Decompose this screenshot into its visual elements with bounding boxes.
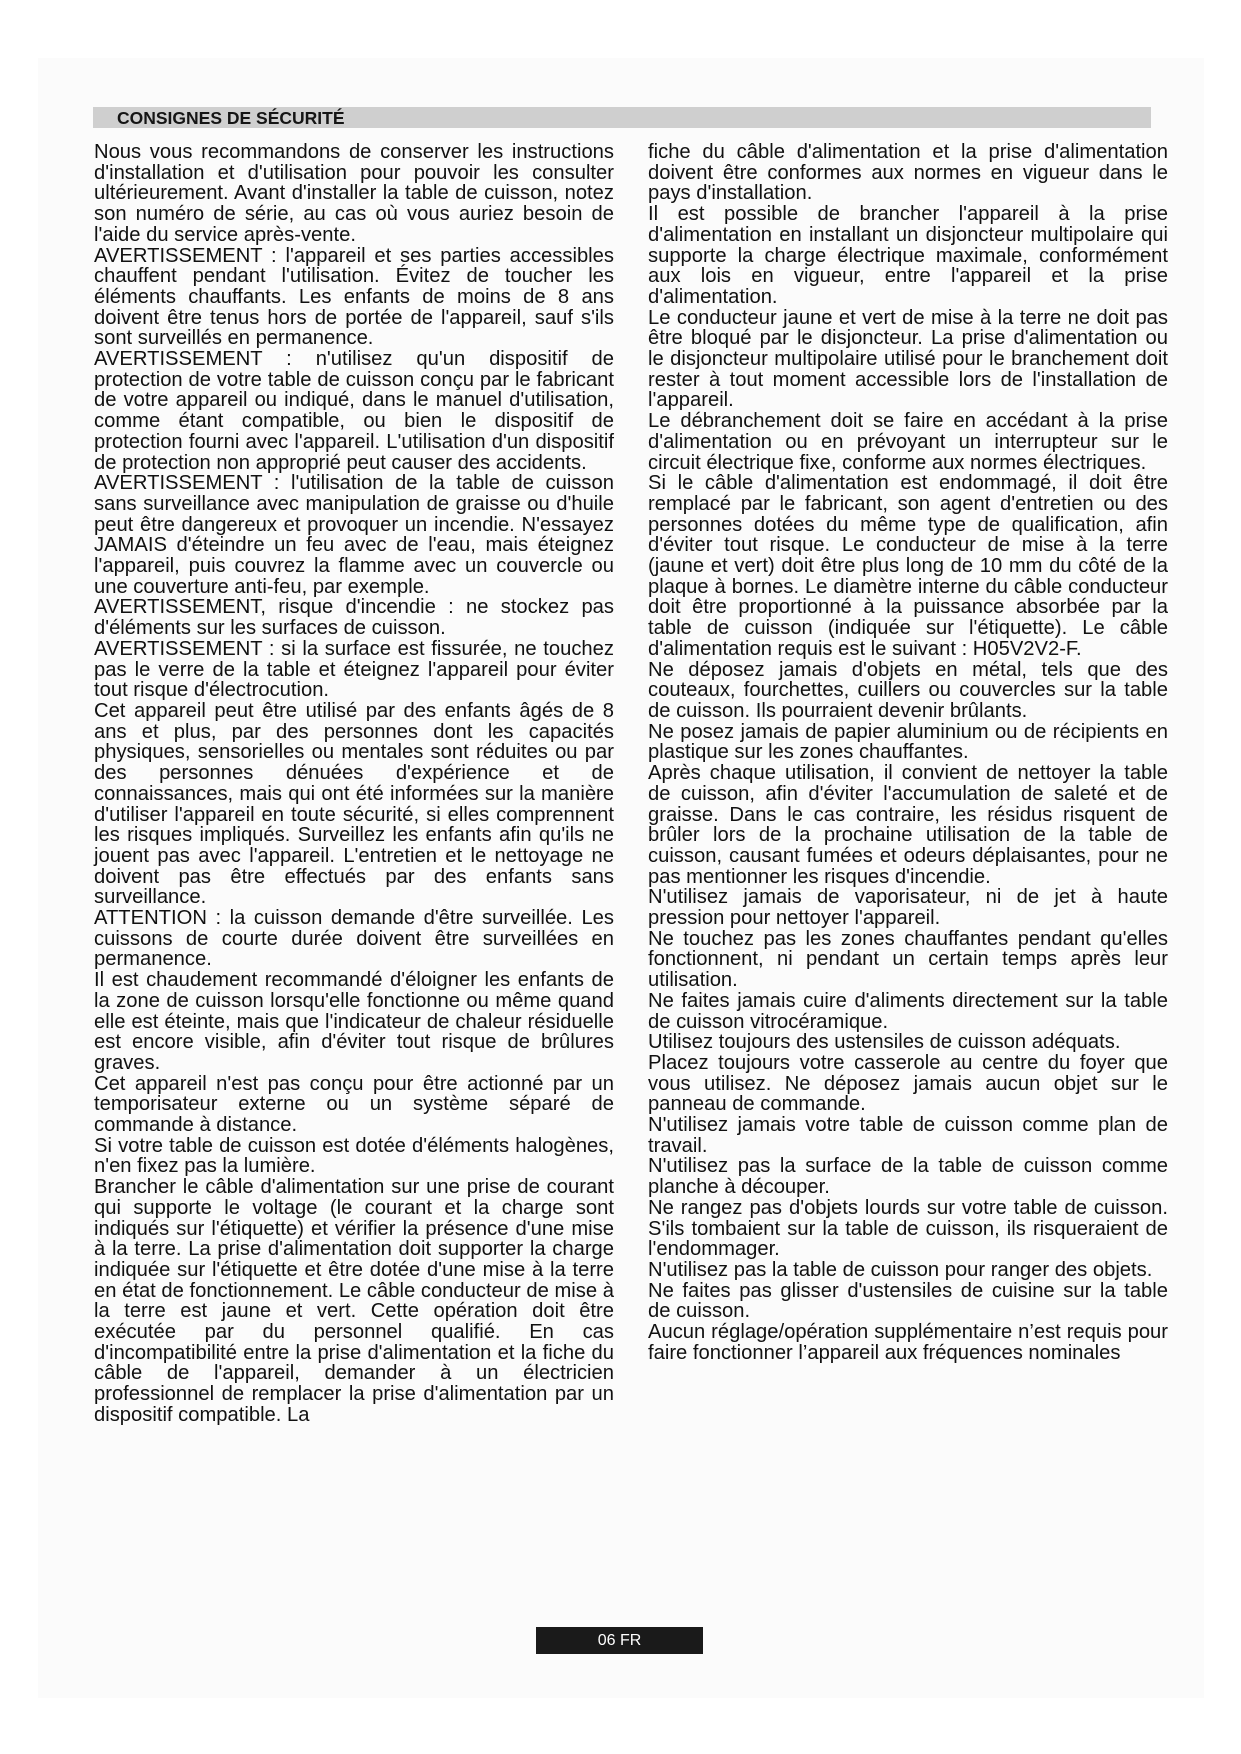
paragraph: Utilisez toujours des ustensiles de cuisson adéquats. bbox=[648, 1031, 1121, 1054]
paragraph: N'utilisez jamais votre table de cuisson comme plan de travail. bbox=[648, 1114, 1168, 1157]
paragraph: AVERTISSEMENT, risque d'incendie : ne stockez pas d'éléments sur les surfaces de cuisson. bbox=[94, 596, 614, 640]
paragraph: Le conducteur jaune et vert de mise à la terre ne doit pas être bloqué par le disjoncteur. La prise d'alimentation ou le disjoncteur multipolaire utilisé pour le branchement doit rester à tout moment accessible lors de l'installation de l'appareil. bbox=[648, 306, 1168, 412]
paragraph: N'utilisez jamais de vaporisateur, ni de jet à haute pression pour nettoyer l'appareil. bbox=[648, 886, 1168, 930]
paragraph: Cet appareil n'est pas conçu pour être actionné par un temporisateur externe ou un système séparé de commande à distance. bbox=[94, 1072, 614, 1137]
paragraph: Le débranchement doit se faire en accédant à la prise d'alimentation ou en prévoyant un interrupteur sur le circuit électrique fixe, conforme aux normes électriques. bbox=[648, 410, 1168, 474]
paragraph: Il est possible de brancher l'appareil à la prise d'alimentation en installant un disjoncteur multipolaire qui supporte la charge électrique maximale, conformément aux lois en vigueur, entre l'appareil et la prise d'alimentation. bbox=[648, 203, 1168, 308]
section-header-bar bbox=[93, 107, 1151, 128]
paragraph: Ne posez jamais de papier aluminium ou de récipients en plastique sur les zones chauffantes. bbox=[648, 720, 1168, 764]
paragraph: N'utilisez pas la table de cuisson pour ranger des objets. bbox=[648, 1258, 1153, 1281]
paragraph: AVERTISSEMENT : l'utilisation de la table de cuisson sans surveillance avec manipulation de graisse ou d'huile peut être dangereux et provoquer un incendie. N'essayez JAMAIS d'éteindre un feu avec de l'eau, mais éteignez l'appareil, puis couvrez la flamme avec un couvercle ou une couverture anti-feu, par exemple. bbox=[94, 472, 614, 598]
paragraph: Nous vous recommandons de conserver les instructions d'installation et d'utilisation pour pouvoir les consulter ultérieurement. Avant d'installer la table de cuisson, notez son numéro de série, au cas où vous auriez besoin de l'aide du service après-vente. bbox=[94, 141, 614, 246]
paragraph: AVERTISSEMENT : n'utilisez qu'un dispositif de protection de votre table de cuisson conçu par le fabricant de votre appareil ou indiqué, dans le manuel d'utilisation, comme étant compatible, ou bien le dispositif de protection fourni avec l'appareil. L'utilisation d'un dispositif de protection non approprié peut causer des accidents. bbox=[94, 348, 614, 474]
paragraph: Placez toujours votre casserole au centre du foyer que vous utilisez. Ne déposez jamais aucun objet sur le panneau de commande. bbox=[648, 1051, 1168, 1116]
paragraph: Après chaque utilisation, il convient de nettoyer la table de cuisson, afin d'éviter l'accumulation de saleté et de graisse. Dans le cas contraire, les résidus risquent de brûler lors de la prochaine utilisation de la table de cuisson, causant fumées et odeurs déplaisantes, pour ne pas mentionner les risques d'incendie. bbox=[648, 762, 1168, 888]
paragraph: Brancher le câble d'alimentation sur une prise de courant qui supporte le voltage (le courant et la charge sont indiqués sur l'étiquette) et vérifier la présence d'une mise à la terre. La prise d'alimentation doit supporter la charge indiquée sur l'étiquette et être dotée d'une mise à la terre en état de fonctionnement. Le câble conducteur de mise à la terre est jaune et vert. Cette opération doit être exécutée par du personnel qualifié. En cas d'incompatibilité entre la prise d'alimentation et la fiche du câble de l'appareil, demander à un électricien professionnel de remplacer la prise d'alimentation par un dispositif compatible. La bbox=[94, 1176, 614, 1426]
paragraph: Ne touchez pas les zones chauffantes pendant qu'elles fonctionnent, ni pendant un certain temps après leur utilisation. bbox=[648, 927, 1168, 992]
paragraph: Il est chaudement recommandé d'éloigner les enfants de la zone de cuisson lorsqu'elle fonctionne ou même quand elle est éteinte, mais que l'indicateur de chaleur résiduelle est encore visible, afin d'éviter tout risque de brûlures graves. bbox=[94, 969, 614, 1074]
paragraph: ATTENTION : la cuisson demande d'être surveillée. Les cuissons de courte durée doivent être surveillées en permanence. bbox=[94, 907, 614, 971]
paragraph: fiche du câble d'alimentation et la prise d'alimentation doivent être conformes aux normes en vigueur dans le pays d'installation. bbox=[648, 141, 1168, 205]
paragraph: AVERTISSEMENT : l'appareil et ses parties accessibles chauffent pendant l'utilisation. Évitez de toucher les éléments chauffants. Les enfants de moins de 8 ans doivent être tenus hors de portée de l'appareil, sauf s'ils sont surveillés en permanence. bbox=[94, 244, 614, 350]
paragraph: Ne rangez pas d'objets lourds sur votre table de cuisson. S'ils tombaient sur la table de cuisson, ils risqueraient de l'endommager. bbox=[648, 1196, 1168, 1261]
section-title: CONSIGNES DE SÉCURITÉ bbox=[117, 108, 345, 128]
paragraph: N'utilisez pas la surface de la table de cuisson comme planche à découper. bbox=[648, 1155, 1168, 1199]
paragraph: Aucun réglage/opération supplémentaire n’est requis pour faire fonctionner l’appareil aux fréquences nominales bbox=[648, 1321, 1168, 1364]
paragraph: Si le câble d'alimentation est endommagé, il doit être remplacé par le fabricant, son agent d'entretien ou des personnes dotées du même type de qualification, afin d'éviter tout risque. Le conducteur de mise à la terre (jaune et vert) doit être plus long de 10 mm du côté de la plaque à bornes. Le diamètre interne du câble conducteur doit être proportionné à la puissance absorbée par la table de cuisson (indiquée sur l'étiquette). Le câble d'alimentation requis est le suivant : H05V2V2-F. bbox=[648, 472, 1168, 660]
left-column bbox=[94, 142, 614, 1426]
page-number-label: 06 FR bbox=[536, 1627, 703, 1654]
paragraph: Si votre table de cuisson est dotée d'éléments halogènes, n'en fixez pas la lumière. bbox=[94, 1134, 614, 1178]
right-column bbox=[648, 142, 1168, 1363]
paragraph: Ne déposez jamais d'objets en métal, tels que des couteaux, fourchettes, cuillers ou couvercles sur la table de cuisson. Ils pourraient devenir brûlants. bbox=[648, 658, 1168, 722]
paragraph: Cet appareil peut être utilisé par des enfants âgés de 8 ans et plus, par des personnes dont les capacités physiques, sensorielles ou mentales sont réduites ou par des personnes dénuées d'expérience et de connaissances, mais qui ont été informées sur la manière d'utiliser l'appareil en toute sécurité, si elles comprennent les risques impliqués. Surveillez les enfants afin qu'ils ne jouent pas avec l'appareil. L'entretien et le nettoyage ne doivent pas être effectués par des enfants sans surveillance. bbox=[94, 699, 614, 909]
paragraph: Ne faites pas glisser d'ustensiles de cuisine sur la table de cuisson. bbox=[648, 1279, 1168, 1323]
paragraph: Ne faites jamais cuire d'aliments directement sur la table de cuisson vitrocéramique. bbox=[648, 989, 1168, 1033]
paragraph: AVERTISSEMENT : si la surface est fissurée, ne touchez pas le verre de la table et éteignez l'appareil pour éviter tout risque d'électrocution. bbox=[94, 637, 614, 702]
